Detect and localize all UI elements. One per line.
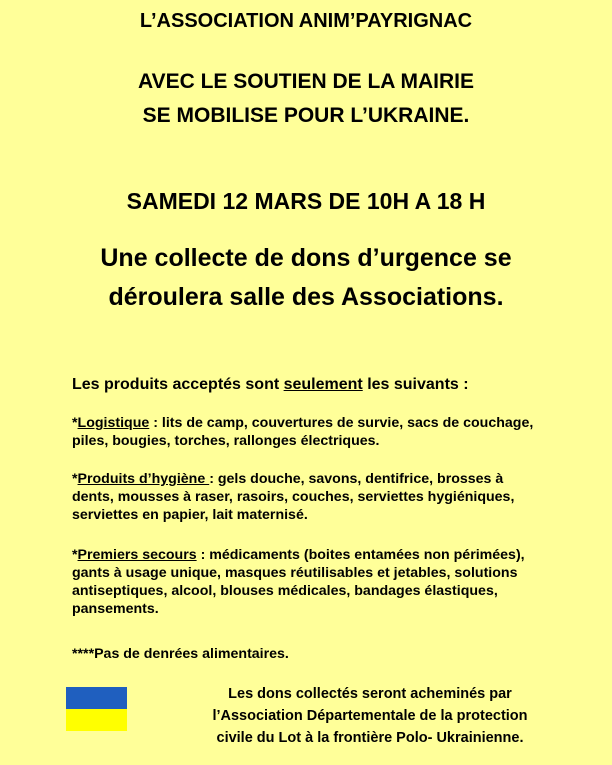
- footer-line-1: Les dons collectés seront acheminés par: [228, 686, 512, 702]
- bullet-star: *: [72, 415, 78, 431]
- logistique-line-1: [72, 414, 533, 432]
- flag-blue-band: [66, 687, 127, 709]
- hygiene-text-1: : gels douche, savons, dentifrice, brosses à: [209, 471, 504, 487]
- event-date: SAMEDI 12 MARS DE 10H A 18 H: [126, 188, 486, 214]
- bullet-star: *: [72, 471, 78, 487]
- intro-text-after: les suivants :: [362, 376, 469, 393]
- secours-section: [72, 546, 525, 618]
- hygiene-line-2: dents, mousses à raser, rasoirs, couches, serviettes hygiéniques,: [72, 489, 515, 505]
- collect-line-2: déroulera salle des Associations.: [108, 283, 504, 311]
- logistique-label: Logistique: [77, 415, 150, 431]
- association-title: L’ASSOCIATION ANIM’PAYRIGNAC: [139, 10, 473, 32]
- footer-line-3: civile du Lot à la frontière Polo- Ukrainienne.: [216, 730, 524, 746]
- secours-line-2: gants à usage unique, masques réutilisables et jetables, solutions: [72, 565, 518, 581]
- secours-text-1: : médicaments (boites entamées non périmées),: [196, 547, 525, 563]
- footer-line-2: l’Association Départementale de la protection: [212, 708, 528, 724]
- accepted-products-intro: [72, 376, 469, 394]
- hygiene-section: [72, 470, 514, 524]
- no-food-notice: ****Pas de denrées alimentaires.: [72, 646, 289, 662]
- secours-line-3: antiseptiques, alcool, blouses médicales, bandages élastiques,: [72, 583, 498, 599]
- logistique-line-2: piles, bougies, torches, rallonges électriques.: [72, 433, 380, 449]
- hygiene-line-3: serviettes en papier, lait maternisé.: [72, 507, 308, 523]
- hygiene-line-1: [72, 470, 514, 488]
- ukraine-flag-icon: [66, 687, 127, 731]
- secours-line-4: pansements.: [72, 601, 159, 617]
- secours-line-1: [72, 546, 525, 564]
- footer-note: [160, 683, 580, 749]
- intro-emphasis: seulement: [283, 376, 363, 393]
- intro-text-before: Les produits acceptés sont: [72, 376, 284, 393]
- logistique-section: [72, 414, 533, 450]
- mobilise-line: SE MOBILISE POUR L’UKRAINE.: [142, 104, 470, 127]
- flag-yellow-band: [66, 709, 127, 731]
- secours-label: Premiers secours: [77, 547, 197, 563]
- bullet-star: *: [72, 547, 78, 563]
- logistique-text-1: : lits de camp, couvertures de survie, sacs de couchage,: [149, 415, 534, 431]
- collect-line-1: Une collecte de dons d’urgence se: [100, 244, 512, 272]
- support-line: AVEC LE SOUTIEN DE LA MAIRIE: [137, 70, 475, 93]
- hygiene-label: Produits d’hygiène: [77, 471, 210, 487]
